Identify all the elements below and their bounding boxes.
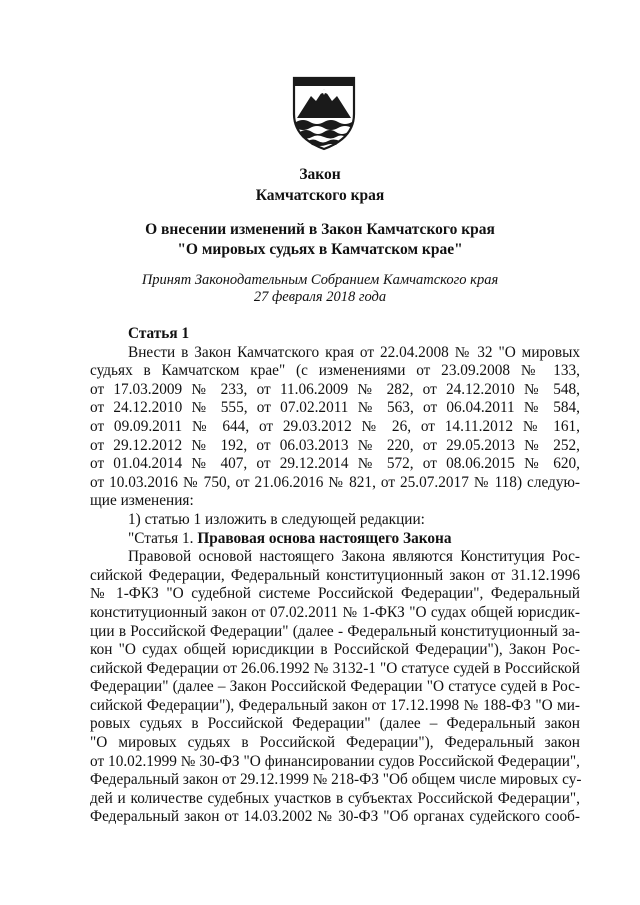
body-line: "О мировых судьях в Российской Федерации"), Федеральный закон: [90, 734, 580, 752]
article-line: от 24.12.2010 № 555, от 07.02.2011 № 563, от 06.04.2011 № 584,: [90, 399, 580, 417]
law-subject-line-2: "О мировых судьях в Камчатском крае": [177, 241, 463, 258]
body-line: ровых судьях в Российской Федерации" (далее – Федеральный закон: [90, 715, 580, 733]
coat-of-arms-emblem: [291, 72, 357, 152]
article-line: 1) статью 1 изложить в следующей редакции:: [128, 510, 425, 528]
article-line: от 09.09.2011 № 644, от 29.03.2012 № 26, от 14.11.2012 № 161,: [90, 417, 580, 435]
body-line: ции в Российской Федерации" (далее - Федеральный конституционный за-: [90, 622, 580, 640]
quoted-article-prefix: "Статья 1.: [128, 529, 198, 547]
region-title: Камчатского края: [255, 187, 385, 204]
article-line: от 10.03.2016 № 750, от 21.06.2016 № 821, от 25.07.2017 № 118) следую-: [90, 473, 580, 491]
adoption-note: Принят Законодательным Собранием Камчатского края: [141, 272, 499, 288]
article-line: судьях в Камчатском крае" (с изменениями от 23.09.2008 № 133,: [90, 362, 580, 380]
article-line: Внести в Закон Камчатского края от 22.04.2008 № 32 "О мировых: [128, 343, 580, 361]
law-title: Закон: [299, 166, 341, 183]
body-line: Федеральный закон от 29.12.1999 № 218-ФЗ "Об общем числе мировых су-: [90, 771, 582, 789]
body-line: конституционный закон от 07.02.2011 № 1-ФКЗ "О судах общей юрисдик-: [90, 603, 580, 621]
article-line: от 01.04.2014 № 407, от 29.12.2014 № 572, от 08.06.2015 № 620,: [90, 455, 580, 473]
quoted-article-title: Правовая основа настоящего Закона: [197, 529, 452, 547]
body-line: кон "О судах общей юрисдикции в Российской Федерации"), Закон Рос-: [90, 641, 580, 659]
body-line: Федерации" (далее – Закон Российской Федерации "О статусе судей в Рос-: [90, 678, 580, 696]
article-line: от 17.03.2009 № 233, от 11.06.2009 № 282, от 24.12.2010 № 548,: [90, 380, 580, 398]
body-line: дей и количестве судебных участков в субъектах Российской Федерации",: [90, 789, 580, 807]
body-line: от 10.02.1999 № 30-ФЗ "О финансировании судов Российской Федерации",: [90, 752, 580, 770]
shield-top-band: [295, 79, 353, 86]
document-body: [90, 325, 580, 827]
body-line: Федеральный закон от 14.03.2002 № 30-ФЗ "Об органах судейского сооб-: [90, 808, 580, 826]
body-line: сийской Федерации от 26.06.1992 № 3132-1 "О статусе судей в Российской: [90, 659, 580, 677]
article-heading: Статья 1: [128, 325, 190, 342]
article-line: от 29.12.2012 № 192, от 06.03.2013 № 220, от 29.05.2013 № 252,: [90, 436, 580, 454]
quoted-article-heading: [90, 530, 580, 549]
body-line: Правовой основой настоящего Закона являются Конституция Рос-: [128, 548, 580, 566]
body-line: сийской Федерации, Федеральный конституционный закон от 31.12.1996: [90, 566, 580, 584]
adoption-date: 27 февраля 2018 года: [253, 289, 387, 305]
body-line: № 1-ФКЗ "О судебной системе Российской Федерации", Федеральный: [90, 585, 580, 603]
article-line: щие изменения:: [90, 492, 194, 510]
body-line: сийской Федерации"), Федеральный закон от 17.12.1998 № 188-ФЗ "О ми-: [90, 696, 580, 714]
law-subject-line-1: О внесении изменений в Закон Камчатского края: [145, 221, 495, 238]
